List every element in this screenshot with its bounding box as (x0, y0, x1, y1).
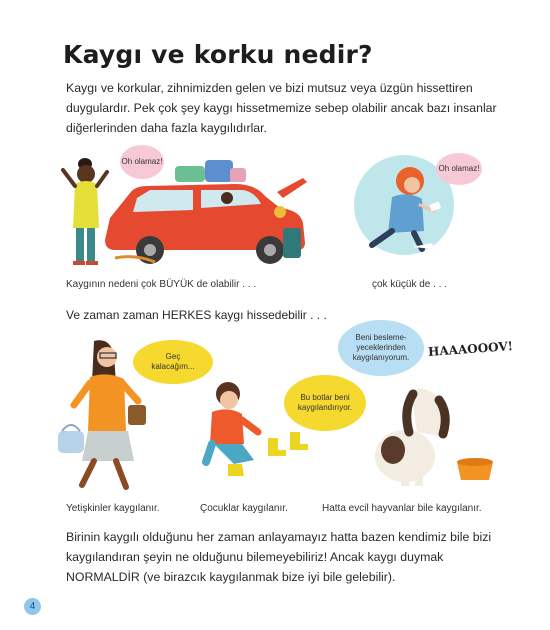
worried-girl-figure (63, 158, 107, 265)
subheading: Ve zaman zaman HERKES kaygı hissedebilir . . . (66, 308, 327, 322)
worried-boy-figure (206, 382, 258, 464)
caption-children: Çocuklar kaygılanır. (200, 503, 288, 514)
caption-adults: Yetişkinler kaygılanır. (66, 503, 160, 514)
speech-bubble-dog-text: Beni besleme-yeceklerinden kaygılanıyorum. (352, 333, 410, 362)
caption-pets: Hatta evcil hayvanlar bile kaygılanır. (322, 503, 482, 514)
speech-bubble-dog (338, 320, 424, 376)
caption-big-cause: Kaygının nedeni çok BÜYÜK de olabilir . . . (66, 279, 257, 290)
page-title: Kaygı ve korku nedir? (63, 40, 373, 69)
car-scene-illustration (55, 148, 315, 278)
dog-illustration (355, 380, 515, 490)
speech-bubble-boy-text: Bu botlar beni kaygılandırıyor. (297, 393, 353, 412)
speech-bubble-little-text: Oh olamaz! (438, 164, 480, 173)
speech-bubble-boy (284, 375, 366, 431)
closing-paragraph: Birinin kaygılı olduğunu her zaman anlayamayız hatta bazen kendimiz bile bizi kaygılandıran şeyin ne olduğunu bilemeyebiliriz! Ancak kaygı duymak NORMALDİR (ve birazcık kaygılanmak bize iyi bile gelebilir). (66, 530, 492, 584)
speech-bubble-car (120, 145, 164, 179)
dog-howl-text: HAAAOOOV! (427, 339, 514, 359)
page-number: 4 (24, 598, 41, 615)
speech-bubble-woman (133, 340, 213, 384)
red-car (105, 178, 307, 264)
caption-small-cause: çok küçük de . . . (372, 279, 448, 290)
speech-bubble-little (436, 153, 482, 185)
speech-bubble-woman-text: Geç kalacağım... (151, 352, 195, 371)
sad-dog-figure (375, 389, 445, 486)
intro-paragraph: Kaygı ve korkular, zihnimizden gelen ve bizi mutsuz veya üzgün hissettiren duygulardır. Pek çok şey kaygı hissetmemize sebep olabilir ancak bazı insanlar diğerlerinden daha fazla kaygılıdırlar. (66, 81, 497, 135)
speech-bubble-car-text: Oh olamaz! (121, 157, 163, 166)
